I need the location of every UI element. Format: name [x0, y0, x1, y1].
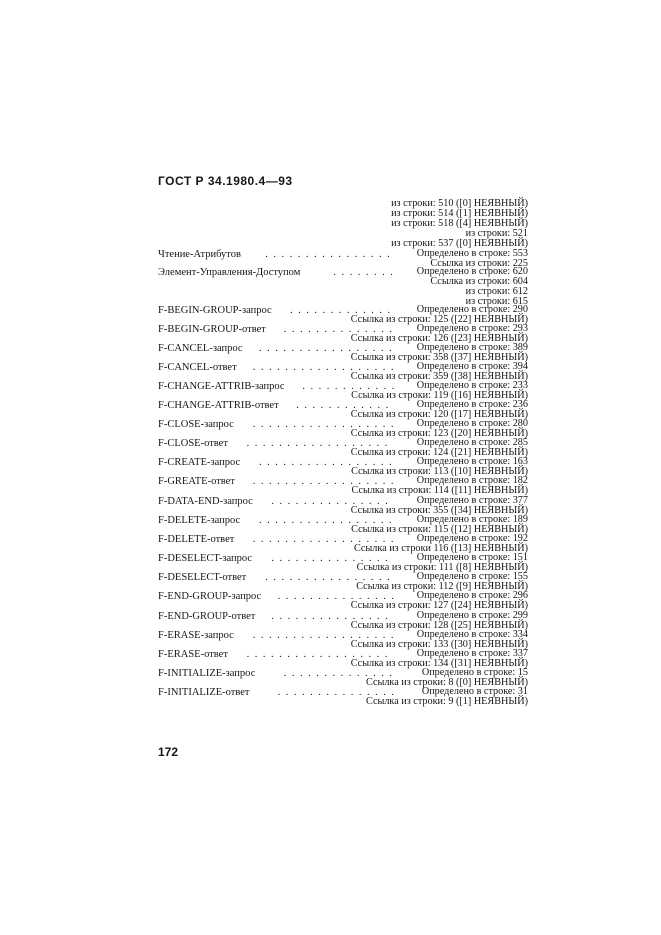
reference-line: Ссылка из строки: 134 ([31] НЕЯВНЫЙ) [350, 658, 528, 669]
reference-line: Ссылка из строки: 8 ([0] НЕЯВНЫЙ) [366, 677, 528, 688]
reference-line: Определено в строке: 233 [416, 380, 528, 391]
reference-line: Определено в строке: 31 [421, 686, 528, 697]
reference-line: Определено в строке: 389 [416, 342, 528, 353]
reference-line: Ссылка из строки: 358 ([37] НЕЯВНЫЙ) [350, 352, 528, 363]
reference-line: Ссылка из строки: 113 ([10] НЕЯВНЫЙ) [351, 466, 528, 477]
dot-leader: .............. [283, 668, 398, 679]
index-term: F-END-GROUP-запрос [158, 591, 262, 602]
dot-leader: ........ [333, 267, 399, 278]
index-term: F-DESELECT-ответ [158, 572, 247, 583]
dot-leader: ............ [296, 400, 394, 411]
reference-line: Определено в строке: 155 [416, 571, 528, 582]
reference-line: Ссылка из строки: 120 ([17] НЕЯВНЫЙ) [350, 409, 528, 420]
index-term: F-INITIALIZE-запрос [158, 668, 256, 679]
reference-line: Ссылка из строки: 112 ([9] НЕЯВНЫЙ) [356, 581, 528, 592]
reference-line: Определено в строке: 394 [416, 361, 528, 372]
reference-line: Ссылка из строки: 125 ([22] НЕЯВНЫЙ) [350, 314, 528, 325]
index-term: F-CANCEL-ответ [158, 362, 237, 373]
index-term: F-CHANGE-ATTRIB-запрос [158, 381, 285, 392]
reference-line: Определено в строке: 189 [416, 514, 528, 525]
reference-line: Ссылка из строки: 123 ([20] НЕЯВНЫЙ) [350, 428, 528, 439]
dot-leader: ................ [265, 572, 396, 583]
page-number: 172 [158, 745, 179, 759]
index-term: F-CANCEL-запрос [158, 343, 243, 354]
dot-leader: ............. [290, 305, 396, 316]
reference-line: Ссылка из строки: 355 ([34] НЕЯВНЫЙ) [350, 505, 528, 516]
reference-line: Ссылка из строки: 128 ([25] НЕЯВНЫЙ) [350, 620, 528, 631]
reference-line: из строки: 514 ([1] НЕЯВНЫЙ) [391, 208, 528, 219]
reference-line: Ссылка из строки: 225 [430, 258, 528, 269]
reference-line: Определено в строке: 280 [416, 418, 528, 429]
dot-leader: .................. [246, 438, 393, 449]
dot-leader: .................. [246, 649, 393, 660]
reference-line: Определено в строке: 334 [416, 629, 528, 640]
dot-leader: ................. [259, 343, 398, 354]
reference-line: Ссылка из строки 116 ([13] НЕЯВНЫЙ) [353, 543, 528, 554]
reference-line: Ссылка из строки: 359 ([38] НЕЯВНЫЙ) [350, 371, 528, 382]
dot-leader: ................ [265, 249, 396, 260]
reference-line: Ссылка из строки: 114 ([11] НЕЯВНЫЙ) [351, 485, 528, 496]
index-term: F-DESELECT-запрос [158, 553, 253, 564]
index-term: F-ERASE-ответ [158, 649, 228, 660]
index-term: F-CHANGE-ATTRIB-ответ [158, 400, 279, 411]
reference-line: Ссылка из строки: 115 ([12] НЕЯВНЫЙ) [351, 524, 528, 535]
index-term: F-CLOSE-ответ [158, 438, 228, 449]
dot-leader: ............... [271, 553, 394, 564]
reference-line: Определено в строке: 337 [416, 648, 528, 659]
reference-line: Определено в строке: 290 [416, 304, 528, 315]
reference-line: Определено в строке: 182 [416, 475, 528, 486]
reference-line: Ссылка из строки: 111 ([8] НЕЯВНЫЙ) [356, 562, 528, 573]
reference-line: из строки: 518 ([4] НЕЯВНЫЙ) [391, 218, 528, 229]
dot-leader: ............... [271, 496, 394, 507]
dot-leader: .................. [252, 630, 400, 641]
reference-line: Определено в строке: 296 [416, 590, 528, 601]
index-term: F-CLOSE-запрос [158, 419, 234, 430]
page-header: ГОСТ Р 34.1980.4—93 [158, 174, 293, 188]
reference-line: Определено в строке: 163 [416, 456, 528, 467]
reference-line: Ссылка из строки: 133 ([30] НЕЯВНЫЙ) [350, 639, 528, 650]
reference-line: из строки: 612 [465, 286, 528, 297]
index-term: F-INITIALIZE-ответ [158, 687, 250, 698]
dot-leader: ............ [302, 381, 400, 392]
dot-leader: .................. [252, 534, 400, 545]
reference-line: из строки: 615 [465, 296, 528, 307]
dot-leader: ................. [259, 457, 398, 468]
dot-leader: .................. [252, 419, 400, 430]
reference-line: Определено в строке: 192 [416, 533, 528, 544]
reference-line: из строки: 510 ([0] НЕЯВНЫЙ) [391, 198, 528, 209]
index-term: F-DATA-END-запрос [158, 496, 253, 507]
reference-line: Определено в строке: 620 [416, 266, 528, 277]
dot-leader: ............... [277, 687, 400, 698]
index-term: F-BEGIN-GROUP-запрос [158, 305, 272, 316]
reference-line: Определено в строке: 293 [416, 323, 528, 334]
index-term: F-DELETE-запрос [158, 515, 241, 526]
dot-leader: ............... [271, 611, 394, 622]
index-term: F-BEGIN-GROUP-ответ [158, 324, 266, 335]
reference-line: Определено в строке: 299 [416, 610, 528, 621]
reference-line: Определено в строке: 151 [416, 552, 528, 563]
index-term: F-END-GROUP-ответ [158, 611, 256, 622]
index-term: Элемент-Управления-Доступом [158, 267, 301, 278]
reference-line: Определено в строке: 377 [416, 495, 528, 506]
reference-line: Ссылка из строки: 124 ([21] НЕЯВНЫЙ) [350, 447, 528, 458]
reference-line: из строки: 521 [465, 228, 528, 239]
reference-line: Ссылка из строки: 127 ([24] НЕЯВНЫЙ) [350, 600, 528, 611]
reference-line: Определено в строке: 285 [416, 437, 528, 448]
dot-leader: ............... [277, 591, 400, 602]
dot-leader: .............. [283, 324, 398, 335]
dot-leader: .................. [252, 362, 400, 373]
reference-line: из строки: 537 ([0] НЕЯВНЫЙ) [391, 238, 528, 249]
dot-leader: ................. [259, 515, 398, 526]
reference-line: Определено в строке: 553 [416, 248, 528, 259]
index-term: F-ERASE-запрос [158, 630, 234, 641]
index-term: F-DELETE-ответ [158, 534, 235, 545]
dot-leader: .................. [252, 476, 400, 487]
index-term: F-CREATE-запрос [158, 457, 241, 468]
reference-line: Ссылка из строки: 119 ([16] НЕЯВНЫЙ) [351, 390, 528, 401]
index-term: Чтение-Атрибутов [158, 249, 241, 260]
index-term: F-GREATE-ответ [158, 476, 235, 487]
reference-line: Определено в строке: 15 [421, 667, 528, 678]
reference-line: Ссылка из строки: 604 [430, 276, 528, 287]
reference-line: Определено в строке: 236 [416, 399, 528, 410]
reference-line: Ссылка из строки: 9 ([1] НЕЯВНЫЙ) [366, 696, 528, 707]
reference-line: Ссылка из строки: 126 ([23] НЕЯВНЫЙ) [350, 333, 528, 344]
